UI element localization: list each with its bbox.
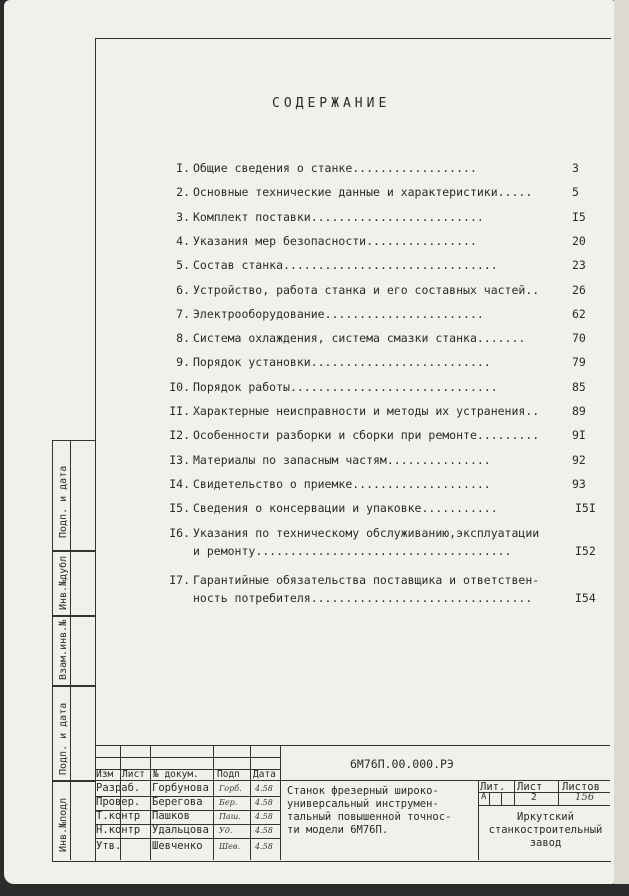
toc-item-number: 6.	[176, 282, 190, 297]
toc-item-page: 20	[572, 233, 586, 248]
stamp-signature: Горб.	[219, 784, 242, 793]
toc-item-title: Система охлаждения, система смазки станка	[193, 331, 477, 346]
lit-value: А	[481, 792, 487, 802]
toc-item	[157, 210, 484, 224]
toc-item-number: 7.	[176, 306, 190, 321]
toc-item-number: I.	[176, 161, 190, 175]
sheets-label: Листов	[562, 781, 600, 793]
stamp-name: Берегова	[152, 796, 203, 808]
side-label-4: Подп. и дата	[58, 702, 69, 775]
toc-item	[157, 380, 498, 394]
toc-item	[157, 234, 477, 248]
stamp-role: Н.контр	[96, 824, 141, 836]
toc-item-page: 79	[572, 355, 586, 370]
toc-item-title: Характерные неисправности и методы их устранения	[193, 404, 526, 418]
toc-item	[157, 501, 498, 515]
toc-item-number: 3.	[176, 209, 190, 224]
toc-item-title: Состав станка	[193, 258, 284, 273]
stamp-name: Горбунова	[152, 782, 209, 794]
col-header-doc-no: № докум.	[153, 769, 199, 780]
toc-item-page: 92	[572, 452, 586, 467]
toc-item-page: 62	[572, 306, 586, 321]
toc-item-leader: ................................	[310, 590, 533, 605]
toc-item-number: 5.	[176, 258, 190, 273]
toc-heading: СОДЕРЖАНИЕ	[272, 96, 391, 111]
toc-item-leader: .......................	[324, 306, 484, 321]
toc-item-page: 89	[572, 404, 586, 418]
toc-item	[157, 185, 532, 199]
toc-item-title: Электрооборудование	[193, 306, 325, 321]
toc-item-leader: ....................	[352, 476, 491, 491]
stamp-name: Удальцова	[152, 824, 209, 836]
toc-item-leader: ..................	[352, 161, 477, 175]
col-header-sheet: Лист	[122, 769, 145, 780]
toc-item-title: Особенности разборки и сборки при ремонте	[193, 428, 477, 443]
toc-item	[157, 283, 539, 297]
toc-item	[157, 404, 539, 418]
toc-item-leader: ..	[525, 282, 540, 297]
col-header-change: Изм	[96, 769, 114, 780]
toc-item-title: Порядок установки	[193, 355, 311, 370]
document-designation: 6М76П.00.000.РЭ	[350, 757, 454, 771]
toc-item-title-cont: ность потребителя	[193, 590, 311, 605]
col-header-date: Дата	[253, 769, 276, 780]
sheet-value: 2	[531, 792, 537, 803]
toc-item-title: Комплект поставки	[193, 209, 311, 224]
toc-item-title: Указания по техническому обслуживанию,эксплуатации	[193, 525, 540, 540]
toc-item-number: 4.	[176, 233, 190, 248]
sheet-label: Лист	[517, 781, 543, 793]
sheets-value: 156	[575, 792, 595, 803]
toc-item	[157, 355, 491, 369]
toc-item-number: 8.	[176, 331, 190, 346]
toc-item-number: I7.	[169, 572, 190, 587]
toc-item-page: 5	[572, 185, 579, 200]
toc-item-leader: .........................	[310, 209, 484, 224]
toc-item	[157, 573, 539, 587]
next-page-edge	[614, 0, 629, 884]
side-label-5: Инв.№подл	[58, 797, 69, 852]
toc-item	[157, 331, 525, 345]
toc-item-leader: ..............................	[289, 379, 498, 394]
toc-item-number: I2.	[169, 428, 190, 443]
stamp-signature: Уд.	[219, 826, 233, 835]
side-label-2: Инв.№дубл	[58, 555, 69, 610]
toc-item-number: I3.	[169, 452, 190, 467]
stamp-date: 4.58	[255, 842, 273, 851]
toc-item-leader: ...........	[421, 501, 498, 516]
stamp-role: Провер.	[96, 796, 141, 808]
toc-item-page: I5	[572, 209, 586, 224]
toc-item-leader: ..........................	[310, 355, 491, 370]
toc-item-title: Устройство, работа станка и его составных частей	[193, 282, 526, 297]
stamp-date: 4.58	[255, 812, 273, 821]
toc-item-title: Сведения о консервации и упаковке	[193, 501, 422, 516]
toc-item-leader: .......	[476, 331, 526, 346]
stamp-name: Шевченко	[152, 840, 203, 852]
toc-item-page: 3	[572, 161, 579, 175]
toc-item-continuation	[193, 544, 512, 558]
stamp-signature: Паш.	[219, 812, 241, 821]
toc-item-number: I6.	[169, 525, 190, 540]
toc-item-number: 9.	[176, 355, 190, 370]
stamp-date: 4.58	[255, 798, 273, 807]
stamp-role: Утв.	[96, 840, 122, 852]
stamp-date: 4.58	[255, 784, 273, 793]
toc-item-page: I54	[575, 590, 596, 605]
stamp-role: Т.контр	[96, 810, 141, 822]
toc-item-page: 93	[572, 476, 586, 491]
toc-item-page: I52	[575, 543, 596, 558]
toc-item-title: Указания мер безопасности	[193, 233, 367, 248]
side-label-1: Подп. и дата	[58, 465, 69, 538]
title-block	[95, 745, 610, 860]
toc-item-leader: ................	[366, 233, 477, 248]
toc-item	[157, 477, 491, 491]
toc-item-number: II.	[169, 404, 190, 418]
side-label-3: Взам.инв.№	[58, 619, 69, 680]
stamp-role: Разраб.	[96, 782, 141, 794]
stamp-signature: Бер.	[219, 798, 238, 807]
toc-item-leader: ...............	[386, 452, 491, 467]
toc-item-number: I4.	[169, 476, 190, 491]
toc-item	[157, 428, 539, 442]
toc-item-title: Материалы по запасным частям	[193, 452, 387, 467]
toc-item-number: I5.	[169, 501, 190, 516]
toc-item-continuation	[193, 591, 532, 605]
toc-item-title-cont: и ремонту	[193, 543, 256, 558]
organization-name: Иркутский станкостроительный завод	[488, 811, 603, 849]
lit-label: Лит.	[480, 781, 506, 793]
toc-item-page: 9I	[572, 428, 586, 443]
toc-item-title: Свидетельство о приемке	[193, 476, 353, 491]
toc-item-title: Общие сведения о станке	[193, 161, 353, 175]
toc-item-leader: ..	[525, 404, 540, 418]
toc-item-leader: .....	[497, 185, 533, 200]
toc-item-leader: .........	[476, 428, 540, 443]
col-header-signature: Подп	[217, 769, 240, 780]
toc-item-page: 23	[572, 258, 586, 273]
toc-item-title: Гарантийные обязательства поставщика и ответствен-	[193, 572, 540, 587]
toc-item-number: 2.	[176, 185, 190, 200]
product-name: Станок фрезерный широко- универсальный инструмен- тальный повышенной точнос- ти модели 6М76П.	[287, 785, 452, 836]
stamp-name: Пашков	[152, 810, 190, 822]
toc-item	[157, 307, 484, 321]
toc-item	[157, 453, 491, 467]
toc-item-page: 26	[572, 282, 586, 297]
toc-item	[157, 526, 539, 540]
toc-item-page: 70	[572, 331, 586, 346]
toc-item	[157, 258, 498, 272]
stamp-signature: Шев.	[219, 842, 241, 851]
toc-item-page: I5I	[575, 501, 596, 516]
toc-item-title: Порядок работы	[193, 379, 290, 394]
toc-item-page: 85	[572, 379, 586, 394]
toc-item-leader: .....................................	[255, 543, 512, 558]
toc-item-number: I0.	[169, 379, 190, 394]
toc-item-title: Основные технические данные и характеристики	[193, 185, 498, 200]
toc-item	[157, 161, 477, 175]
stamp-date: 4.58	[255, 826, 273, 835]
toc-item-leader: ...............................	[283, 258, 498, 273]
